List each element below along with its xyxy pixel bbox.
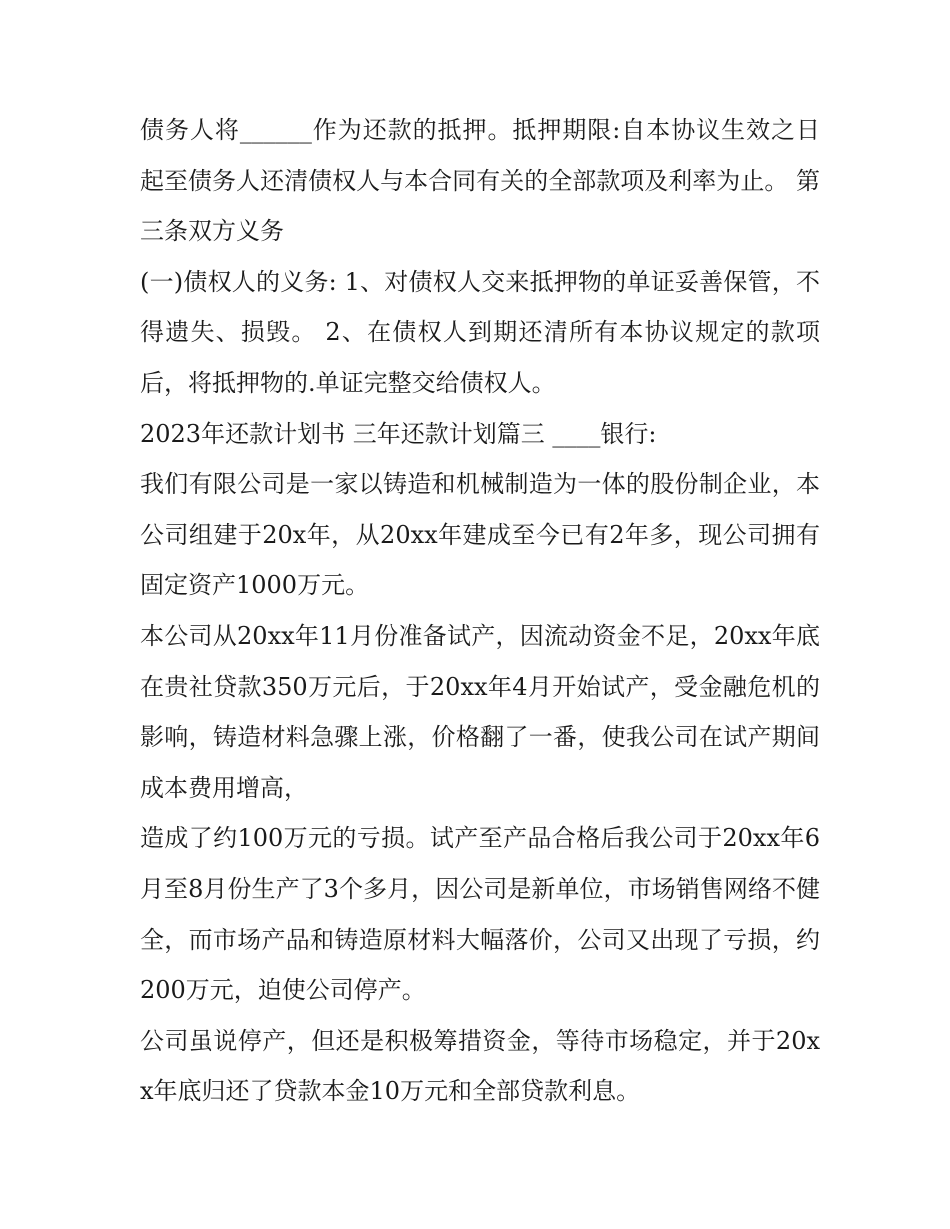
paragraph-trial-production: 本公司从20xx年11月份准备试产，因流动资金不足，20xx年底在贵社贷款350万元后，于20xx年4月开始试产，受金融危机的影响，铸造材料急骤上涨，价格翻了一番，使我公司在试产期间成本费用增高， [140, 621, 820, 802]
paragraph-repayment: 公司虽说停产，但还是积极筹措资金，等待市场稳定，并于20xx年底归还了贷款本金10万元和全部贷款利息。 [140, 1026, 820, 1106]
paragraph-losses: 造成了约100万元的亏损。试产至产品合格后我公司于20xx年6月至8月份生产了3个多月，因公司是新单位，市场销售网络不健全，而市场产品和铸造原材料大幅落价，公司又出现了亏损，约200万元，迫使公司停产。 [140, 824, 820, 1005]
paragraph-company-intro: 我们有限公司是一家以铸造和机械制造为一体的股份制企业，本公司组建于20x年，从20xx年建成至今已有2年多，现公司拥有固定资产1000万元。 [140, 470, 820, 600]
paragraph-plan-heading: 2023年还款计划书 三年还款计划篇三 ____银行: [140, 419, 657, 448]
paragraph-creditor-obligations: (一)债权人的义务: 1、对债权人交来抵押物的单证妥善保管，不得遗失、损毁。 2、在债权人到期还清所有本协议规定的款项后，将抵押物的.单证完整交给债权人。 [140, 267, 820, 397]
paragraph-mortgage-term: 债务人将______作为还款的抵押。抵押期限:自本协议生效之日起至债务人还清债权人与本合同有关的全部款项及利率为止。 第三条双方义务 [140, 116, 820, 246]
document-body [140, 105, 820, 1117]
